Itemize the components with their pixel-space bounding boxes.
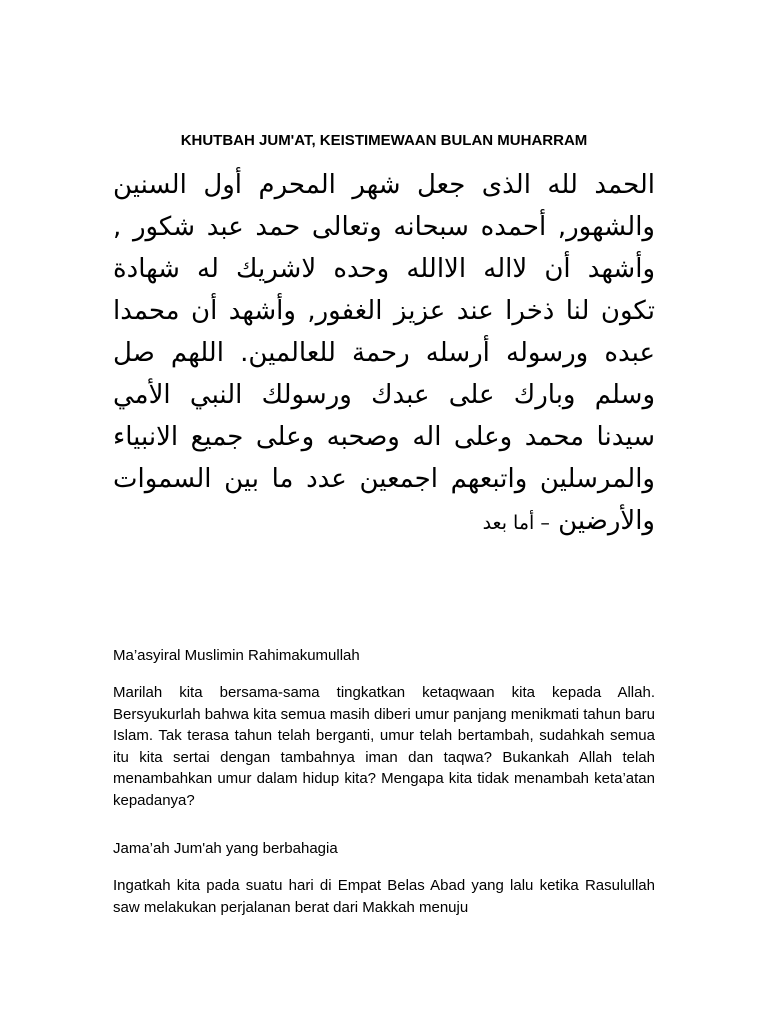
greeting-heading: Ma’asyiral Muslimin Rahimakumullah xyxy=(113,647,360,664)
greeting-heading: Jama’ah Jum'ah yang berbahagia xyxy=(113,840,338,857)
body-paragraph: Marilah kita bersama-sama tingkatkan ketaqwaan kita kepada Allah. Bersyukurlah bahwa kita semua masih diberi umur panjang menikmati tahun baru Islam. Tak terasa tahun telah berganti, umur telah bertambah, sudahkah semua itu kita sertai dengan tambahnya iman dan taqwa? Bukankah Allah telah menambahkan umur dalam hidup kita? Mengapa kita tidak menambah keta’atan kepadanya? xyxy=(113,684,655,809)
document-page xyxy=(113,0,655,1024)
arabic-opening-text: الحمد لله الذى جعل شهر المحرم أول السنين والشهور, أحمده سبحانه وتعالى حمد عبد شكور , وأشهد أن لااله الاالله وحده لاشريك له شهادة تكون لنا ذخرا عند عزيز الغفور, وأشهد أن محمدا عبده ورسوله أرسله رحمة للعالمين. اللهم صل وسلم وبارك على عبدك ورسولك النبي الأمي سيدنا محمد وعلى اله وصحبه وعلى جميع الانبياء والمرسلين واتبعهم اجمعين عدد ما بين السموات والأرضين xyxy=(113,170,655,536)
body-paragraph: Ingatkah kita pada suatu hari di Empat Belas Abad yang lalu ketika Rasulullah saw melakukan perjalanan berat dari Makkah menuju xyxy=(113,877,655,916)
document-title: KHUTBAH JUM'AT, KEISTIMEWAAN BULAN MUHARRAM xyxy=(180,132,588,149)
arabic-closing-phrase: – أما بعد xyxy=(482,512,550,534)
arabic-opening-prayer xyxy=(113,164,655,544)
